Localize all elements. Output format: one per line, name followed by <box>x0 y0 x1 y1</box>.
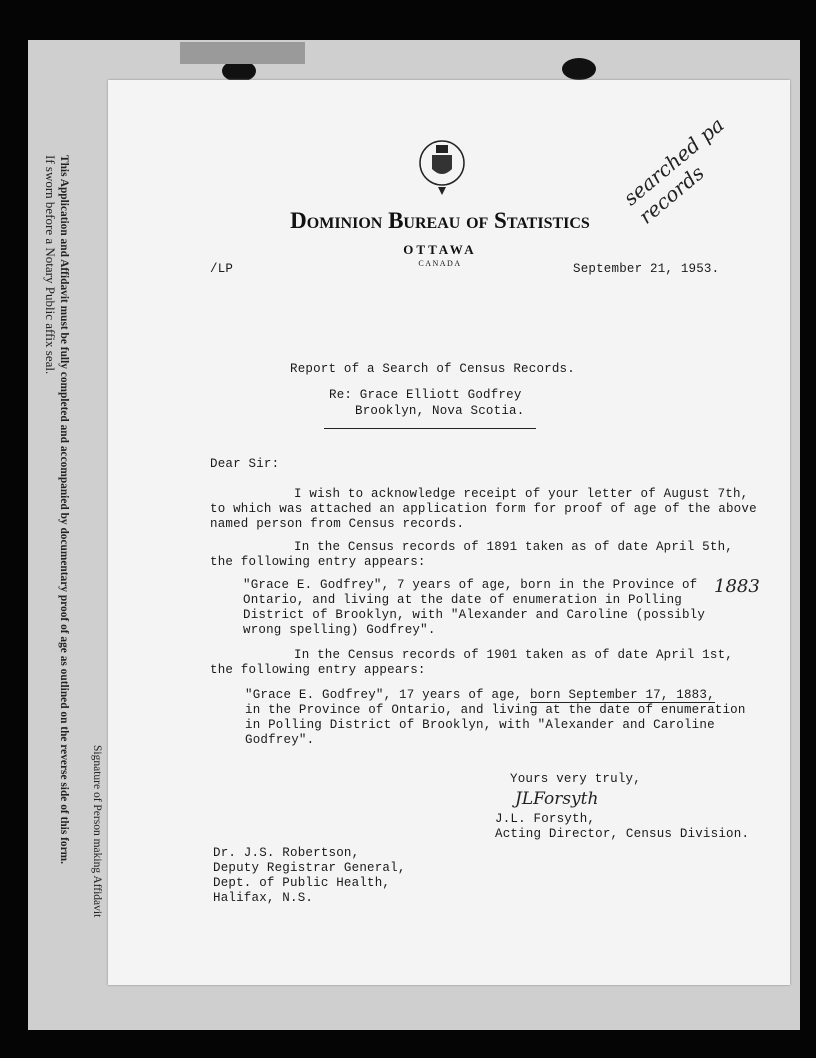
paragraph-3 <box>210 648 733 678</box>
text-line: Godfrey". <box>245 733 315 747</box>
signature-label: Signature of Person making Affidavit <box>91 745 103 918</box>
coat-of-arms-seal <box>418 133 466 199</box>
text-line: Deputy Registrar General, <box>213 861 406 875</box>
form-instructions: This Application and Affidavit must be fully completed and accompanied by documentary proof of age as outlined on the reverse side of this form. <box>58 155 70 864</box>
text-line: Dept. of Public Health, <box>213 876 391 890</box>
text-line: "Grace E. Godfrey", 7 years of age, born in the Province of <box>243 578 698 592</box>
subject: Report of a Search of Census Records. <box>290 362 575 376</box>
paragraph-1 <box>210 487 757 532</box>
text-line: District of Brooklyn, with "Alexander and Caroline (possibly <box>243 608 706 622</box>
top-handwritten-note: searched pa records <box>618 112 729 229</box>
re-line-2: Brooklyn, Nova Scotia. <box>355 404 525 418</box>
tape-strip <box>180 42 305 64</box>
margin-year-note: 1883 <box>714 576 760 597</box>
organization-name: Dominion Bureau of Statistics <box>290 208 590 233</box>
signer-name: J.L. Forsyth, <box>495 812 596 826</box>
text-line: to which was attached an application form for proof of age of the above <box>210 502 757 516</box>
text-line: in Polling District of Brooklyn, with "Alexander and Caroline <box>245 718 715 732</box>
text-line: named person from Census records. <box>210 517 465 531</box>
paragraph-2 <box>210 540 733 570</box>
text-line: "Grace E. Godfrey", 17 years of age, <box>245 688 530 702</box>
signer-title: Acting Director, Census Division. <box>495 827 750 841</box>
text-line: I wish to acknowledge receipt of your letter of August 7th, <box>294 487 749 501</box>
text-line: Ontario, and living at the date of enumeration in Polling <box>243 593 682 607</box>
text-line: Halifax, N.S. <box>213 891 314 905</box>
letter-date: September 21, 1953. <box>573 262 720 276</box>
re-line-1: Re: Grace Elliott Godfrey <box>329 388 522 402</box>
census-1891-entry <box>243 578 705 638</box>
divider <box>324 428 536 429</box>
text-line: In the Census records of 1891 taken as of date April 5th, <box>294 540 733 554</box>
salutation: Dear Sir: <box>210 457 280 471</box>
city: OTTAWA <box>403 242 477 257</box>
country: CANADA <box>418 259 462 268</box>
reference-code: /LP <box>210 262 234 276</box>
underlined-birthdate: born September 17, 1883, <box>529 688 715 702</box>
closing: Yours very truly, <box>510 772 641 786</box>
text-line: wrong spelling) Godfrey". <box>243 623 436 637</box>
text-line: the following entry appears: <box>210 555 426 569</box>
text-line: in the Province of Ontario, and living at the date of enumeration <box>245 703 746 717</box>
signature: JLForsyth <box>515 789 599 809</box>
notary-seal-note: If sworn before a Notary Public affix seal. <box>43 155 58 375</box>
census-1901-entry <box>245 688 746 748</box>
recipient-address <box>213 846 406 906</box>
text-line: the following entry appears: <box>210 663 426 677</box>
punch-hole <box>562 58 596 80</box>
text-line: Dr. J.S. Robertson, <box>213 846 360 860</box>
text-line: In the Census records of 1901 taken as of date April 1st, <box>294 648 733 662</box>
